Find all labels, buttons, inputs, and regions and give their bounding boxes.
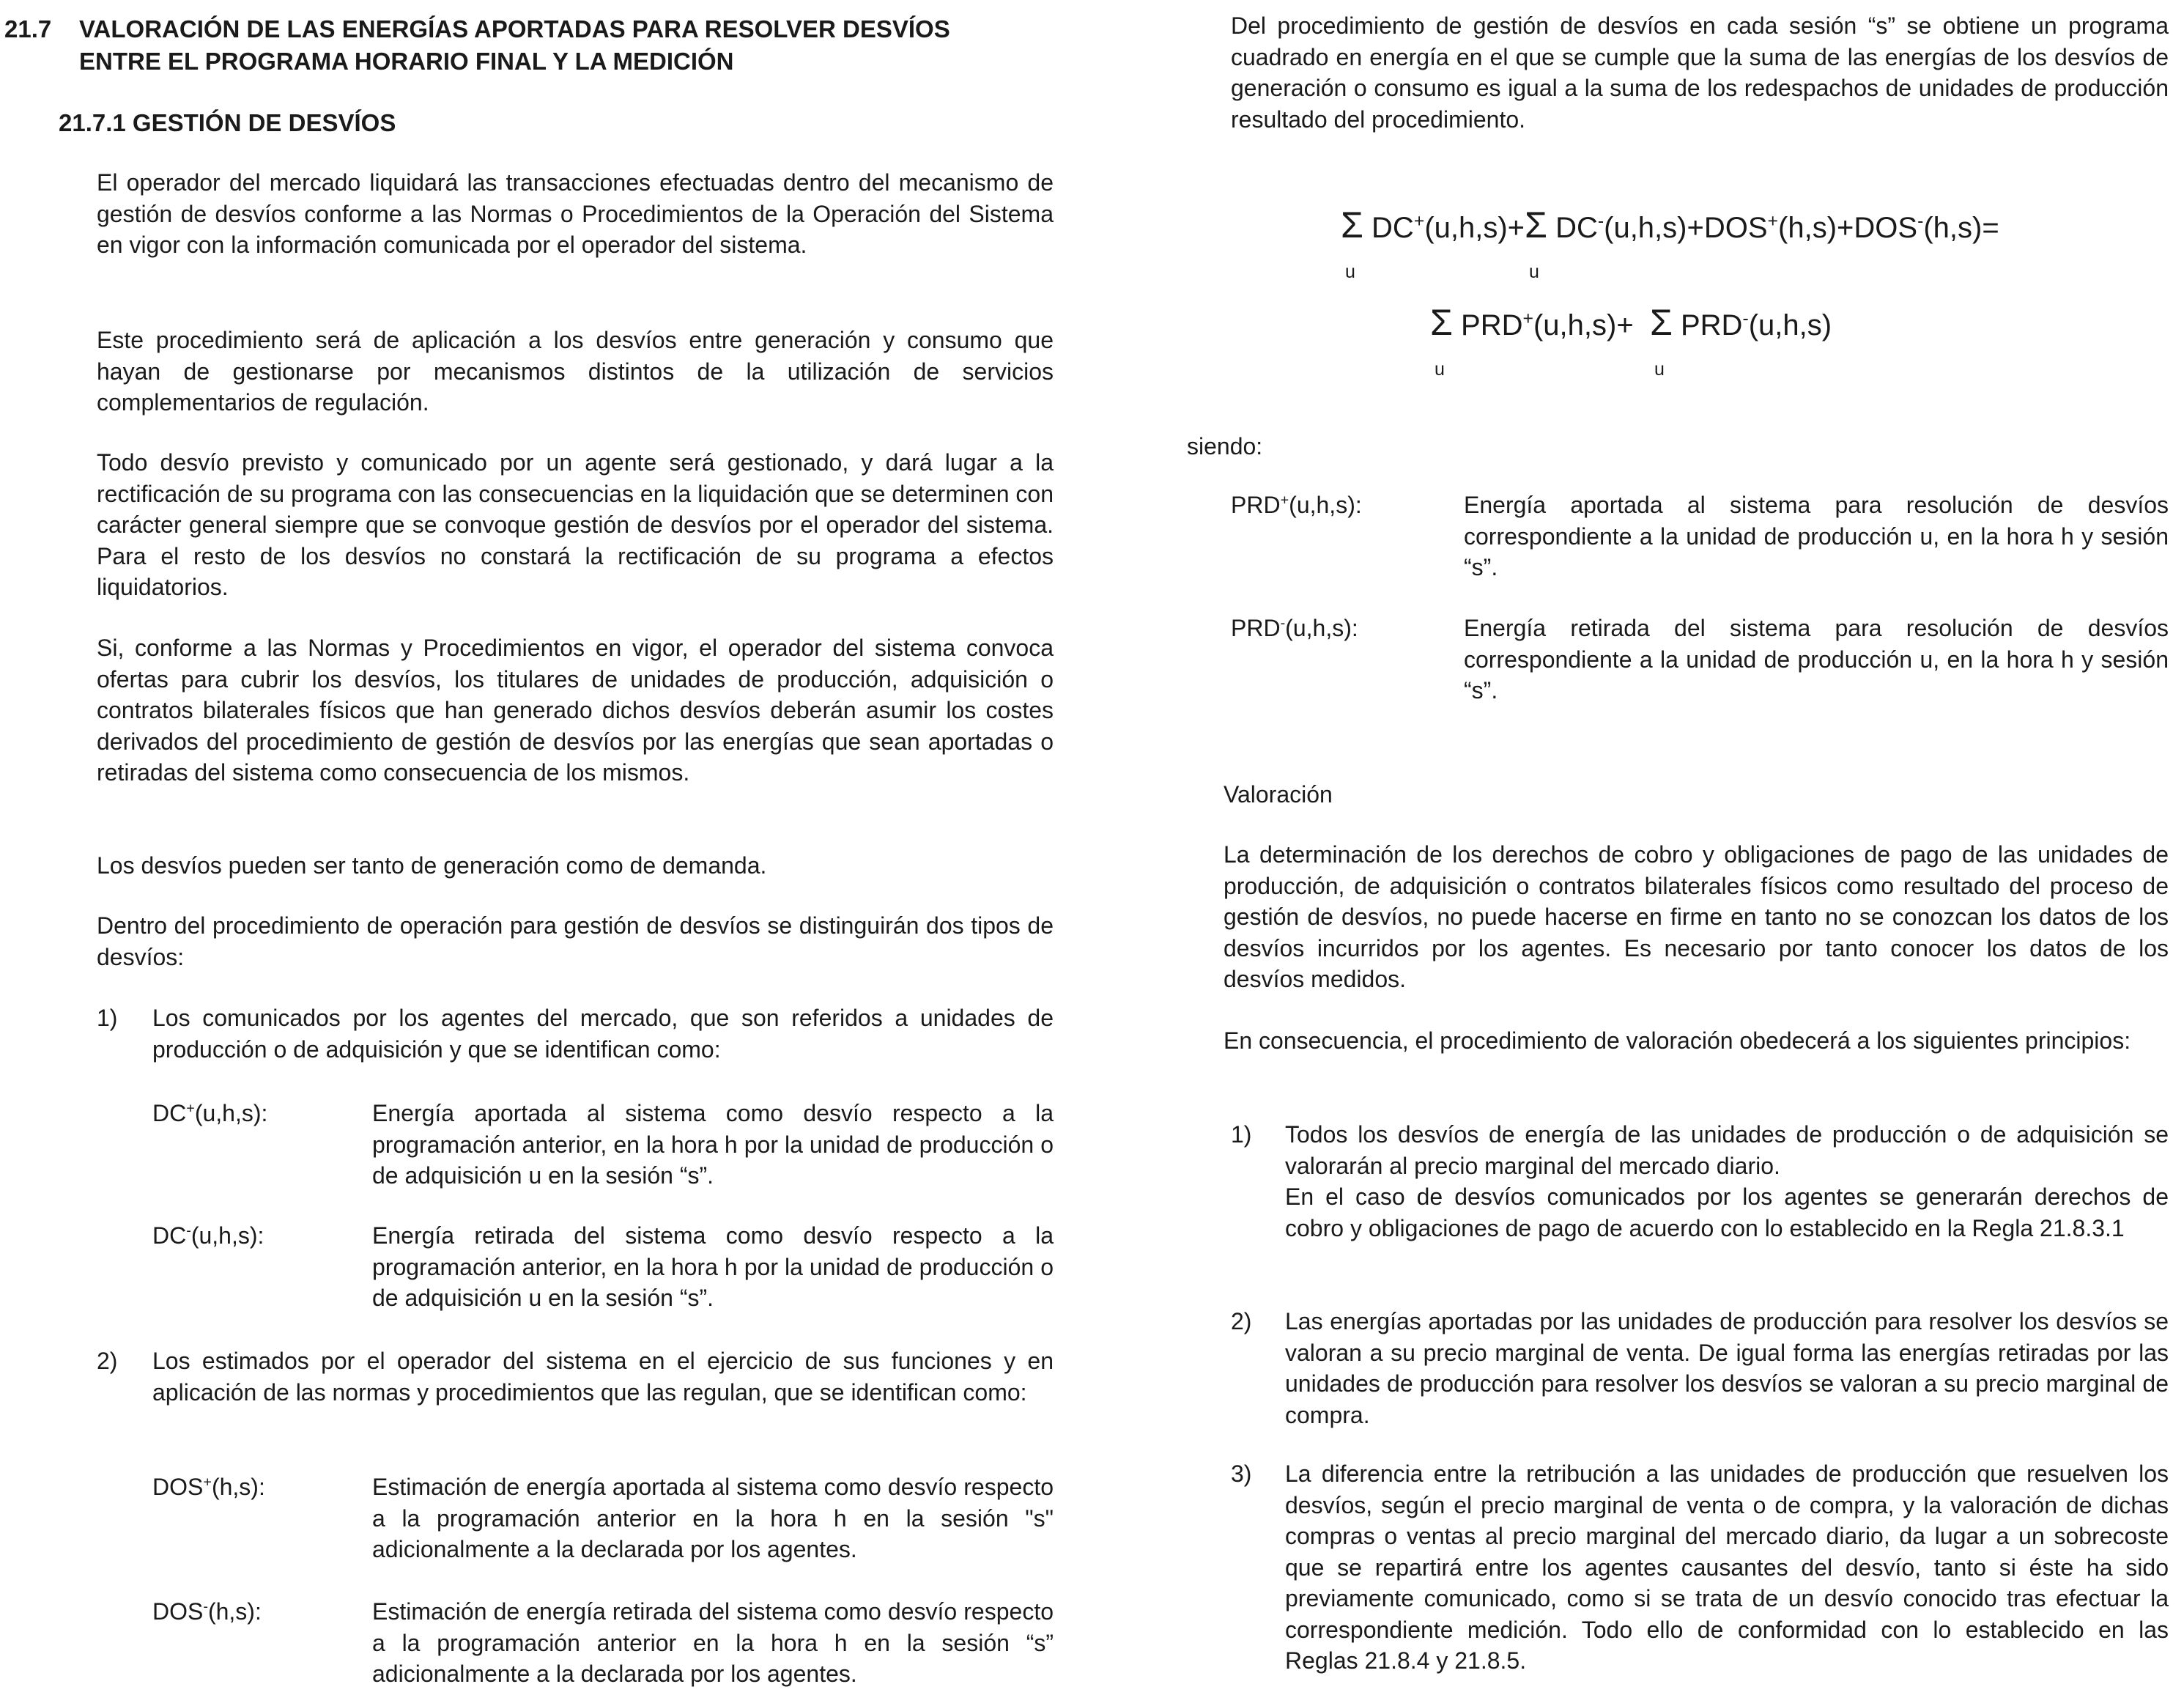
sum-symbol: Σ u <box>1649 302 1673 380</box>
paragraph: El operador del mercado liquidará las transacciones efectuadas dentro del mecanismo de gestión de desvíos conforme a las Normas o Procedimientos de la Operación del Sistema en vigor con la información comunicada por el operador del sistema. <box>97 169 1054 258</box>
paragraph: Dentro del procedimiento de operación para gestión de desvíos se distinguirán dos tipos de desvíos: <box>97 912 1054 970</box>
equation-line-1: Σ u DC+(u,h,s)+Σ u DC-(u,h,s)+DOS+(h,s)+DOS-(h,s)= <box>1341 204 1999 282</box>
paragraph: Este procedimiento será de aplicación a los desvíos entre generación y consumo que hayan de gestionarse por mecanismos distintos de la utilización de servicios complementarios de regulación. <box>97 327 1054 416</box>
sum-symbol: Σ u <box>1341 204 1363 282</box>
sum-symbol: Σ u <box>1525 204 1547 282</box>
sum-symbol: Σ u <box>1430 302 1453 380</box>
valoracion-heading: Valoración <box>1224 781 1333 808</box>
intro-paragraph: Del procedimiento de gestión de desvíos en cada sesión “s” se obtiene un programa cuadrado en energía en el que se cumple que la suma de las energías de los desvíos de generación o consumo es igual a la suma de los redespachos de unidades de producción resultado del procedimiento. <box>1231 12 2169 133</box>
equation-line-2: Σ u PRD+(u,h,s)+ Σ u PRD-(u,h,s) <box>1430 302 1832 380</box>
valoracion-paragraph: La determinación de los derechos de cobro y obligaciones de pago de las unidades de producción, de adquisición o contratos bilaterales físicos como resultado del proceso de gestión de desvíos, no puede hacerse en firme en tanto no se conozcan los datos de los desvíos incurridos por los agentes. Es necesario por tanto conocer los datos de los desvíos medidos. <box>1224 841 2169 992</box>
paragraph: Si, conforme a las Normas y Procedimientos en vigor, el operador del sistema convoca ofertas para cubrir los desvíos, los titulares de unidades de producción, adquisición o contratos bilaterales físicos que han generado dichos desvíos deberán asumir los costes derivados del procedimiento de gestión de desvíos por las energías que sean aportadas o retiradas del sistema como consecuencia de los mismos. <box>97 635 1054 786</box>
subsection-heading: 21.7.1 GESTIÓN DE DESVÍOS <box>59 109 396 136</box>
paragraph: Los desvíos pueden ser tanto de generación como de demanda. <box>97 852 767 879</box>
siendo-label: siendo: <box>1187 433 1263 459</box>
valoracion-paragraph: En consecuencia, el procedimiento de valoración obedecerá a los siguientes principios: <box>1224 1027 2131 1054</box>
section-number: 21.7 <box>4 15 52 43</box>
paragraph: Todo desvío previsto y comunicado por un agente será gestionado, y dará lugar a la rectificación de su programa con las consecuencias en la liquidación que se determinen con carácter general siempre que se convoque gestión de desvíos por el operador del sistema. Para el resto de los desvíos no constará la rectificación de su programa a efectos liquidatorios. <box>97 449 1054 600</box>
section-title: VALORACIÓN DE LAS ENERGÍAS APORTADAS PARA RESOLVER DESVÍOS ENTRE EL PROGRAMA HORARIO FINAL Y LA MEDICIÓN <box>79 15 950 75</box>
